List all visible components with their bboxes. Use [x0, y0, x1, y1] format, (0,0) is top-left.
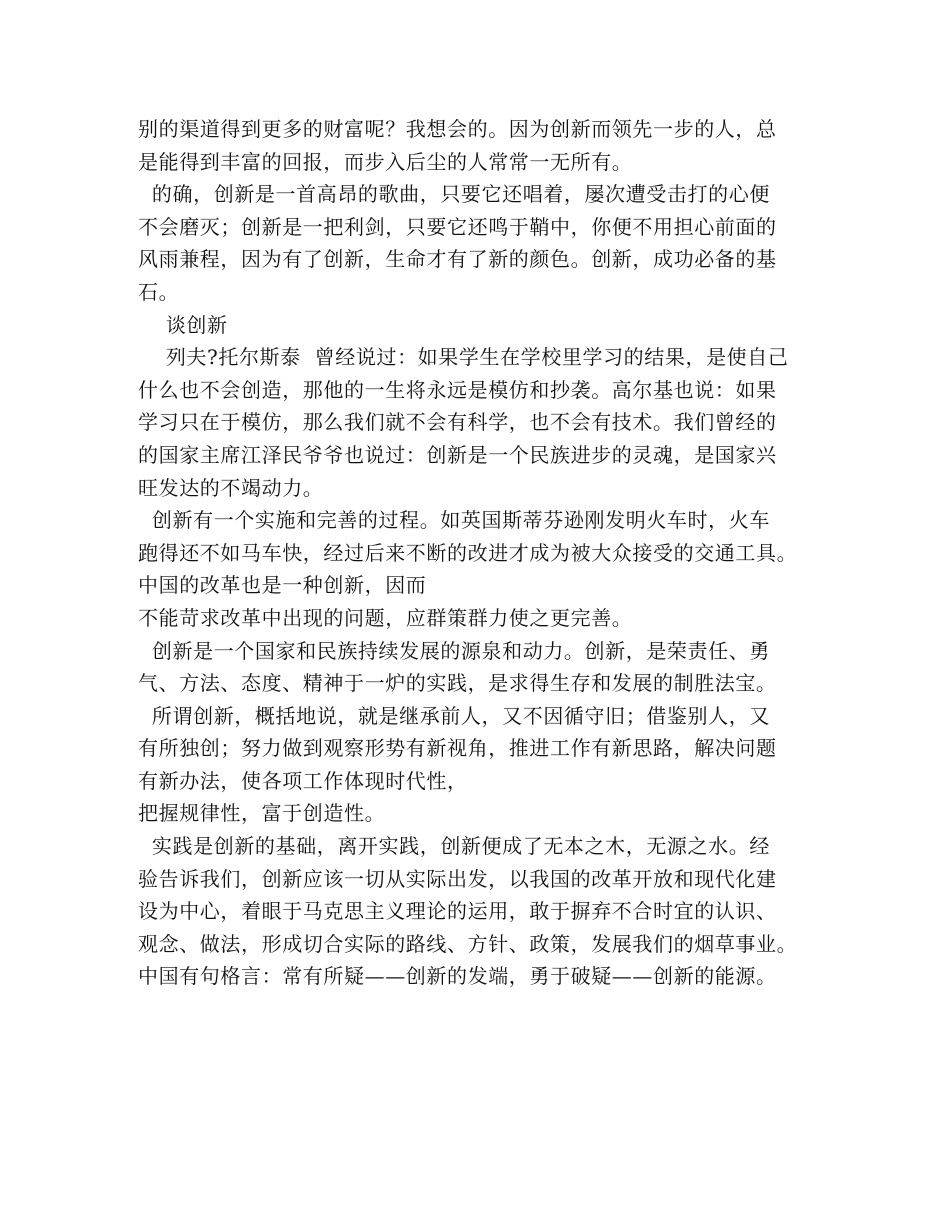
text-line: 别的渠道得到更多的财富呢？我想会的。因为创新而领先一步的人，总: [138, 117, 777, 141]
text-line: 有新办法，使各项工作体现时代性，: [138, 768, 468, 793]
text-line: 不会磨灭；创新是一把利剑，只要它还鸣于鞘中，你便不用担心前面的: [138, 214, 777, 239]
text-line: 设为中心，着眼于马克思主义理论的运用，敢于摒弃不合时宜的认识、: [138, 899, 777, 924]
text-line: 中国的改革也是一种创新，因而: [138, 573, 427, 598]
text-line: 跑得还不如马车快，经过后来不断的改进才成为被大众接受的交通工具。: [138, 540, 798, 565]
text-line: 有所独创；努力做到观察形势有新视角，推进工作有新思路，解决问题: [138, 736, 777, 761]
text-line: 不能苛求改革中出现的问题，应群策群力使之更完善。: [138, 605, 633, 630]
text-line: 的确，创新是一首高昂的歌曲，只要它还唱着，屡次遭受击打的心便: [138, 182, 770, 207]
section-heading: 谈创新: [138, 312, 228, 337]
text-line: 学习只在于模仿，那么我们就不会有科学，也不会有技术。我们曾经的: [138, 410, 777, 435]
text-line: 把握规律性，富于创造性。: [138, 801, 386, 826]
text-line: 验告诉我们，创新应该一切从实际出发，以我国的改革开放和现代化建: [138, 866, 777, 891]
text-line: 石。: [138, 279, 180, 304]
text-line: 气、方法、态度、精神于一炉的实践，是求得生存和发展的制胜法宝。: [138, 671, 777, 696]
text-line: 实践是创新的基础，离开实践，创新便成了无本之木，无源之水。经: [138, 834, 770, 859]
text-line: 创新是一个国家和民族持续发展的源泉和动力。创新，是荣责任、勇: [138, 638, 770, 663]
document-body: [138, 113, 838, 993]
text-line: 中国有句格言：常有所疑——创新的发端，勇于破疑——创新的能源。: [138, 964, 777, 989]
text-line: 风雨兼程，因为有了创新，生命才有了新的颜色。创新，成功必备的基: [138, 247, 777, 272]
text-line: 旺发达的不竭动力。: [138, 475, 324, 500]
text-line: 列夫?托尔斯泰 曾经说过：如果学生在学校里学习的结果，是使自己: [138, 345, 789, 370]
text-line: 观念、做法，形成切合实际的路线、方针、政策，发展我们的烟草事业。: [138, 931, 798, 956]
text-line: 所谓创新，概括地说，就是继承前人，又不因循守旧；借鉴别人，又: [138, 703, 770, 728]
text-line: 是能得到丰富的回报，而步入后尘的人常常一无所有。: [138, 149, 633, 174]
text-line: 什么也不会创造，那他的一生将永远是模仿和抄袭。高尔基也说：如果: [138, 377, 777, 402]
text-line: 创新有一个实施和完善的过程。如英国斯蒂芬逊刚发明火车时，火车: [138, 508, 770, 533]
text-line: 的国家主席江泽民爷爷也说过：创新是一个民族进步的灵魂，是国家兴: [138, 442, 777, 467]
